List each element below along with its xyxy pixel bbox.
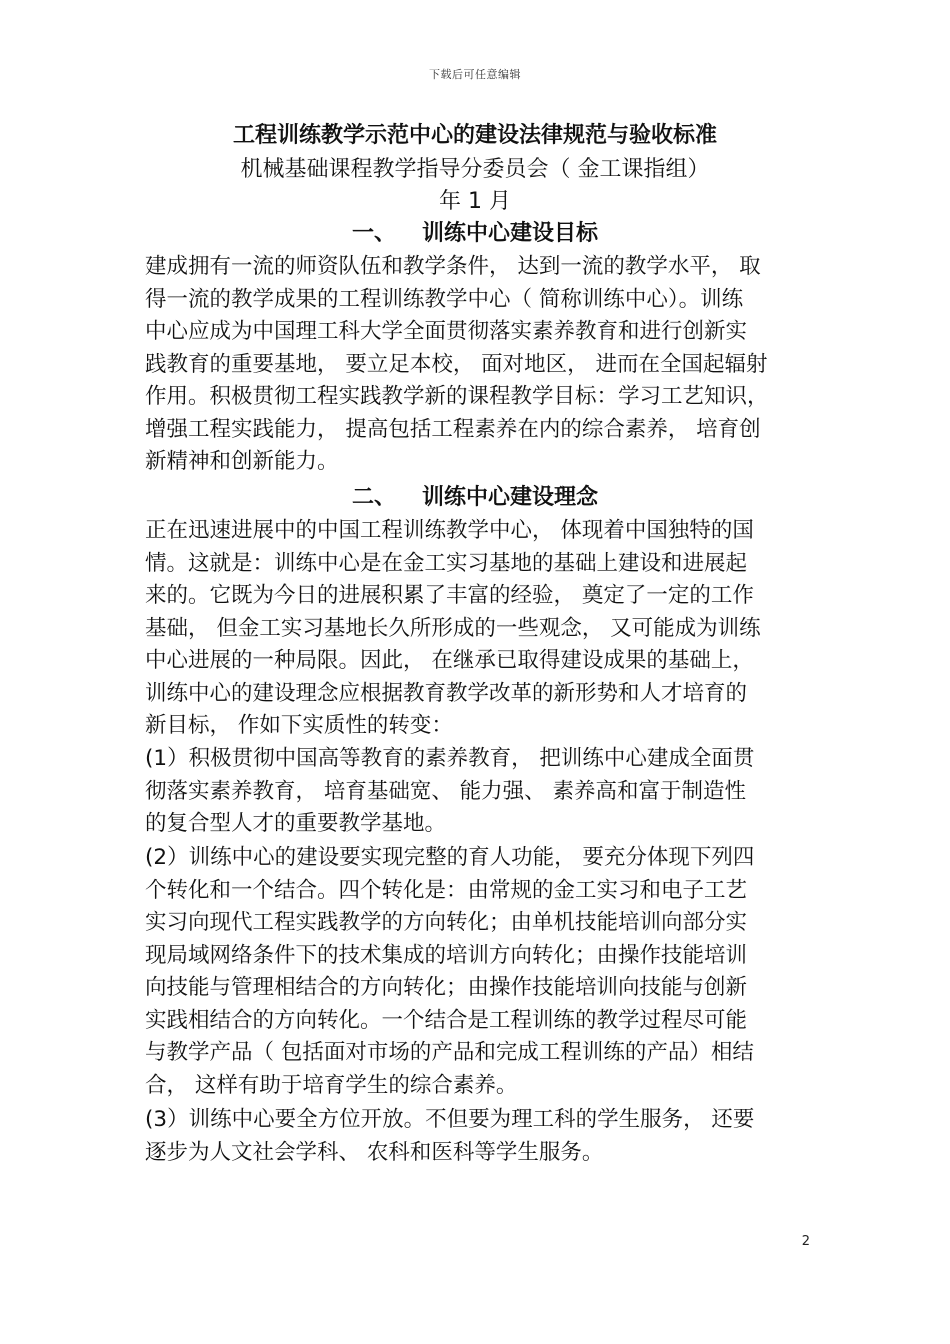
section-title: 训练中心建设目标 [422,221,599,246]
section-heading-1 [0,218,950,250]
paragraph-line: 基础， 但金工实习基地长久所形成的一些观念， 又可能成为训练 [145,615,761,641]
paragraph-concept [145,515,805,743]
paragraph-line: 合， 这样有助于培育学生的综合素养。 [145,1072,518,1098]
header-note: 下载后可任意编辑 [429,68,521,81]
paragraph-line: 向技能与管理相结合的方向转化；由操作技能培训向技能与创新 [145,975,748,1000]
section-heading-2 [0,482,950,514]
paragraph-line: 与教学产品（ 包括面对市场的产品和完成工程训练的产品）相结 [145,1040,754,1065]
paragraph-line: 践教育的重要基地， 要立足本校， 面对地区， 进而在全国起辐射 [145,351,768,377]
paragraph-goal [145,251,805,479]
paragraph-line: 彻落实素养教育， 培育基础宽、 能力强、 素养高和富于制造性 [145,778,747,804]
paragraph-line: 情。这就是：训练中心是在金工实习基地的基础上建设和进展起 [145,550,748,576]
paragraph-line: 新目标， 作如下实质性的转变： [145,713,453,738]
paragraph-line: 的复合型人才的重要教学基地。 [145,811,447,836]
paragraph-line: 逐步为人文社会学科、 农科和医科等学生服务。 [145,1139,604,1165]
paragraph-line: 个转化和一个结合。四个转化是：由常规的金工实习和电子工艺 [145,877,748,903]
paragraph-line: 新精神和创新能力。 [145,449,339,474]
list-item-1 [145,743,805,841]
paragraph-line: 中心应成为中国理工科大学全面贯彻落实素养教育和进行创新实 [145,319,748,344]
list-item-3 [145,1104,805,1169]
paragraph-line: (2）训练中心的建设要实现完整的育人功能， 要充分体现下列四 [145,845,755,870]
paragraph-line: 实践相结合的方向转化。一个结合是工程训练的教学过程尽可能 [145,1007,748,1033]
paragraph-line: 得一流的教学成果的工程训练教学中心（ 简称训练中心）。训练 [145,286,744,312]
paragraph-line: (1）积极贯彻中国高等教育的素养教育， 把训练中心建成全面贯 [145,746,755,771]
paragraph-line: 中心进展的一种局限。因此， 在继承已取得建设成果的基础上， [145,648,754,673]
paragraph-line: 建成拥有一流的师资队伍和教学条件， 达到一流的教学水平， 取 [145,254,761,279]
paragraph-line: 训练中心的建设理念应根据教育教学改革的新形势和人才培育的 [145,680,748,706]
section-number: 一、 [351,221,396,246]
section-title: 训练中心建设理念 [422,485,599,510]
document-subtitle: 机械基础课程教学指导分委员会（ 金工课指组） [240,157,710,182]
paragraph-line: (3）训练中心要全方位开放。不但要为理工科的学生服务， 还要 [145,1107,755,1132]
paragraph-line: 正在迅速进展中的中国工程训练教学中心， 体现着中国独特的国 [145,518,754,543]
list-item-2 [145,842,805,1102]
document-date: 年 1 月 [439,189,511,214]
document-title: 工程训练教学示范中心的建设法律规范与验收标准 [232,123,717,148]
page-number: 2 [801,1234,810,1249]
section-number: 二、 [351,485,396,510]
paragraph-line: 现局域网络条件下的技术集成的培训方向转化；由操作技能培训 [145,942,748,968]
paragraph-line: 增强工程实践能力， 提高包括工程素养在内的综合素养， 培育创 [145,416,761,442]
paragraph-line: 来的。它既为今日的进展积累了丰富的经验， 奠定了一定的工作 [145,583,754,608]
paragraph-line: 作用。积极贯彻工程实践教学新的课程教学目标：学习工艺知识， [145,384,769,409]
paragraph-line: 实习向现代工程实践教学的方向转化；由单机技能培训向部分实 [145,910,748,935]
